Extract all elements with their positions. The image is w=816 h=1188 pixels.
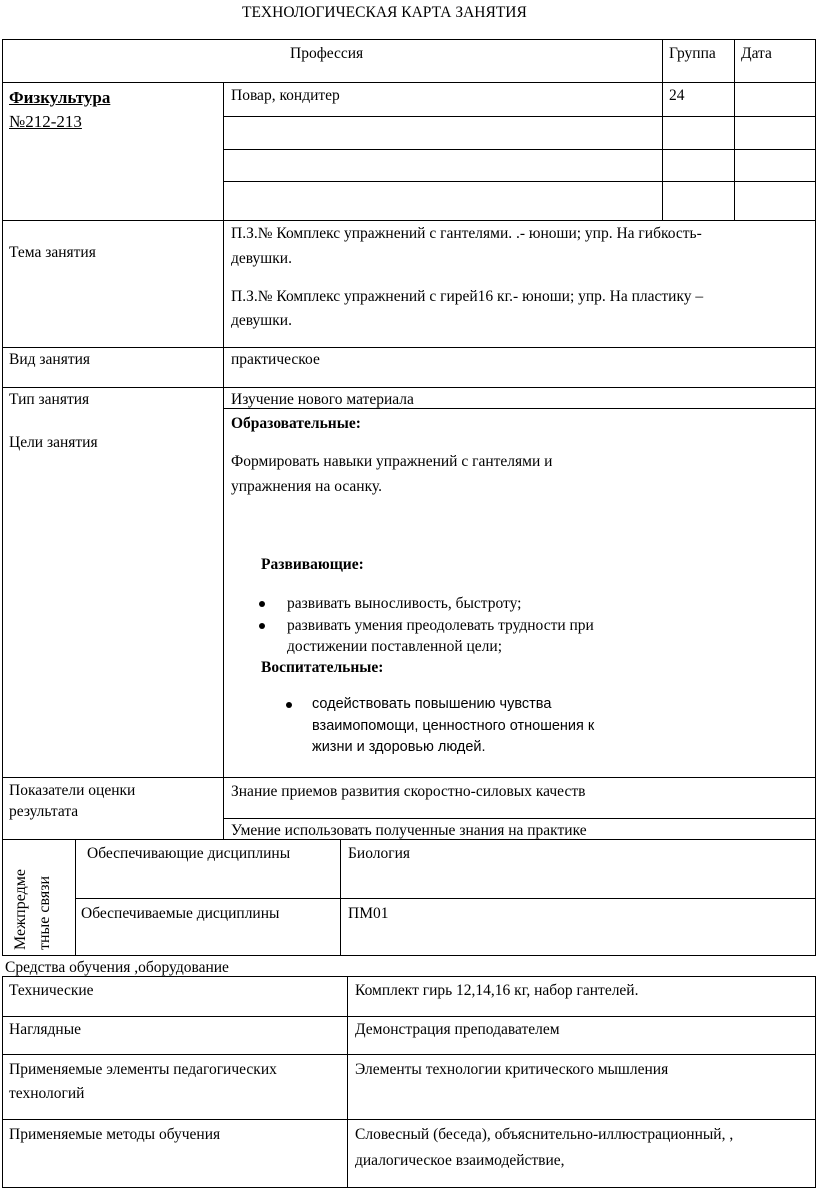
providing-label: Обеспечивающие дисциплины bbox=[87, 845, 291, 862]
bullet-icon bbox=[259, 623, 265, 629]
educational-line-2: упражнения на осанку. bbox=[231, 478, 382, 495]
developing-item-1: развивать выносливость, быстроту; bbox=[287, 595, 522, 612]
developing-item-2: развивать умения преодолевать трудности при bbox=[287, 617, 594, 634]
means-row-3-label-2: технологий bbox=[9, 1085, 85, 1102]
means-row-1-label: Технические bbox=[9, 982, 94, 999]
page-title: ТЕХНОЛОГИЧЕСКАЯ КАРТА ЗАНЯТИЯ bbox=[242, 4, 527, 21]
group-value: 24 bbox=[669, 87, 685, 104]
educational-title: Образовательные: bbox=[231, 415, 361, 432]
group-header: Группа bbox=[669, 45, 716, 62]
interdisciplinary-vertical-2: тные связи bbox=[36, 875, 53, 950]
upbringing-line-1: содействовать повышению чувства bbox=[312, 696, 552, 712]
means-row-2-value: Демонстрация преподавателем bbox=[355, 1021, 560, 1038]
subject-number: №212-213 bbox=[9, 112, 82, 131]
date-header: Дата bbox=[741, 45, 772, 62]
means-row-4-value: Словесный (беседа), объяснительно-иллюстрационный, , bbox=[355, 1126, 734, 1143]
bullet-icon bbox=[286, 702, 292, 708]
upbringing-line-3: жизни и здоровью людей. bbox=[312, 739, 486, 755]
lesson-type-label: Тип занятия bbox=[9, 391, 90, 408]
topic-line-2: девушки. bbox=[231, 250, 292, 267]
means-row-3-value: Элементы технологии критического мышления bbox=[355, 1061, 669, 1078]
lesson-kind-label: Вид занятия bbox=[9, 351, 91, 368]
developing-item-2-continued: достижении поставленной цели; bbox=[287, 638, 503, 655]
providing-value: Биология bbox=[348, 845, 411, 862]
assessment-label-2: результата bbox=[9, 803, 79, 820]
topic-line-3: П.З.№ Комплекс упражнений с гирей16 кг.- юноши; упр. На пластику – bbox=[231, 288, 704, 305]
topic-label: Тема занятия bbox=[9, 244, 96, 261]
assessment-value-1: Знание приемов развития скоростно-силовых качеств bbox=[231, 783, 586, 800]
upbringing-title: Воспитательные: bbox=[261, 659, 384, 676]
assessment-label-1: Показатели оценки bbox=[9, 782, 136, 799]
subject-name: Физкультура bbox=[9, 88, 111, 107]
goals-label: Цели занятия bbox=[9, 434, 98, 451]
provided-value: ПМ01 bbox=[348, 905, 389, 922]
means-title: Средства обучения ,оборудование bbox=[5, 959, 229, 976]
lesson-kind-value: практическое bbox=[231, 351, 320, 368]
topic-line-4: девушки. bbox=[231, 312, 292, 329]
means-row-2-label: Наглядные bbox=[9, 1021, 81, 1038]
developing-title: Развивающие: bbox=[261, 556, 364, 573]
lesson-type-value: Изучение нового материала bbox=[231, 391, 414, 408]
educational-line-1: Формировать навыки упражнений с гантелями и bbox=[231, 453, 553, 470]
profession-value: Повар, кондитер bbox=[231, 87, 340, 104]
upbringing-line-2: взаимопомощи, ценностного отношения к bbox=[312, 718, 595, 734]
means-row-3-label: Применяемые элементы педагогических bbox=[9, 1061, 277, 1078]
provided-label: Обеспечиваемые дисциплины bbox=[81, 905, 280, 922]
assessment-value-2: Умение использовать полученные знания на практике bbox=[231, 822, 587, 839]
topic-line-1: П.З.№ Комплекс упражнений с гантелями. .- юноши; упр. На гибкость- bbox=[231, 225, 702, 242]
bullet-icon bbox=[259, 601, 265, 607]
interdisciplinary-vertical-1: Межпредме bbox=[12, 869, 29, 950]
profession-header: Профессия bbox=[290, 45, 364, 62]
means-row-1-value: Комплект гирь 12,14,16 кг, набор гантелей. bbox=[355, 982, 639, 999]
means-row-4-value-2: диалогическое взаимодействие, bbox=[355, 1152, 565, 1169]
means-row-4-label: Применяемые методы обучения bbox=[9, 1126, 221, 1143]
